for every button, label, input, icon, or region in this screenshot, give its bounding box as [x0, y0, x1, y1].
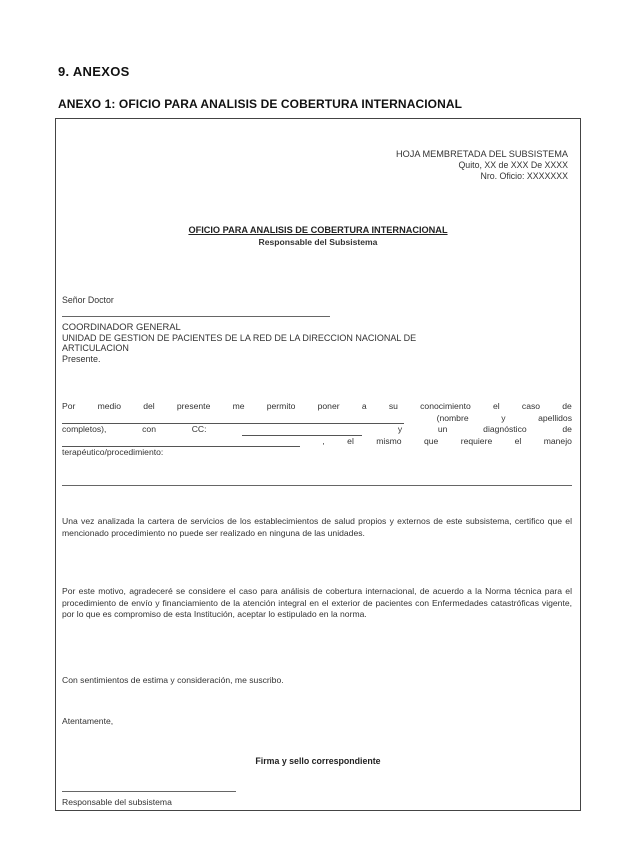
p1-word: y [397, 424, 403, 434]
p1-line-4 [62, 436, 572, 448]
addressee-line-3: ARTICULACION [62, 343, 129, 353]
id-number-blank [242, 427, 362, 436]
p1-word: apellidos [538, 412, 572, 423]
section-heading: 9. ANEXOS [58, 64, 130, 79]
addressee-line-1: COORDINADOR GENERAL [62, 321, 181, 332]
p1-word: que [423, 435, 439, 446]
p1-word: conocimiento [420, 401, 471, 411]
document-title: OFICIO PARA ANALISIS DE COBERTURA INTERNACIONAL [188, 225, 448, 235]
paragraph-case-intro [62, 401, 572, 459]
p1-line-1 [62, 401, 572, 413]
addressee-line-2: UNIDAD DE GESTION DE PACIENTES DE LA RED DE LA DIRECCION NACIONAL DE [62, 332, 417, 343]
addressee-line-4: Presente. [62, 353, 101, 364]
p1-line-3 [62, 424, 572, 436]
salutation: Señor Doctor [62, 295, 114, 305]
p1-word: presente [176, 401, 211, 411]
letterhead-office-number: Nro. Oficio: XXXXXXX [480, 171, 568, 181]
p1-word: Por [62, 401, 76, 411]
p1-word: permito [266, 401, 296, 411]
p1-word: mismo [376, 435, 402, 446]
p1-word: , [322, 435, 325, 446]
p1-word: un [437, 424, 448, 434]
p1-word: caso [521, 401, 541, 411]
responsible-label: Responsable del subsistema [62, 797, 172, 807]
patient-name-blank [62, 415, 404, 424]
p1-line-5: terapéutico/procedimiento: [62, 447, 164, 457]
signature-blank-line [62, 791, 236, 792]
document-subtitle: Responsable del Subsistema [258, 237, 378, 247]
letterhead [396, 149, 568, 182]
regards-line: Atentamente, [62, 716, 114, 726]
p1-word: CC: [191, 424, 207, 434]
letterhead-name: HOJA MEMBRETADA DEL SUBSISTEMA [395, 149, 568, 159]
letter-template-frame [55, 118, 581, 811]
addressee-block [62, 322, 562, 364]
p1-word: el [514, 435, 522, 446]
p1-word: de [562, 401, 572, 411]
letterhead-date: Quito, XX de XXX De XXXX [458, 160, 568, 170]
p1-word: con [142, 424, 156, 434]
p1-word: poner [317, 401, 340, 411]
p1-word: medio [97, 401, 121, 411]
p1-word: requiere [460, 435, 493, 446]
name-blank-line [62, 316, 330, 317]
p1-word: completos), [62, 424, 107, 434]
p1-word: del [143, 401, 155, 411]
signature-label: Firma y sello correspondiente [255, 756, 381, 766]
closing-line: Con sentimientos de estima y consideración, me suscribo. [62, 675, 284, 685]
annex-heading: ANEXO 1: OFICIO PARA ANALISIS DE COBERTURA INTERNACIONAL [58, 97, 463, 111]
p1-word: (nombre [436, 412, 469, 423]
paragraph-portfolio-analysis: Una vez analizada la cartera de servicios de los establecimientos de salud propios y externos de este subsistema, certifico que el mencionado procedimiento no puede ser realizado en ninguna de las unidades. [62, 516, 572, 538]
paragraph-coverage-request: Por este motivo, agradeceré se considere el caso para análisis de cobertura internacional, de acuerdo a la Norma técnica para el procedimiento de envío y financiamiento de la atención integral en el exterior de pacientes con Enfermedades catastróficas vigente, por lo que es compromiso de esta Institución, aceptar lo estipulado en la norma. [62, 586, 572, 619]
diagnosis-blank [62, 438, 300, 447]
p1-line-2 [62, 413, 572, 425]
p1-word: el [347, 435, 354, 446]
p1-word: de [562, 424, 572, 434]
p1-word: el [492, 401, 500, 411]
p1-word: diagnóstico [483, 424, 527, 434]
p1-word: su [388, 401, 398, 411]
p1-word: y [501, 412, 506, 423]
p1-word: manejo [543, 435, 572, 446]
p1-word: a [361, 401, 367, 411]
p1-word: me [232, 401, 245, 411]
procedure-blank-line [62, 485, 572, 486]
